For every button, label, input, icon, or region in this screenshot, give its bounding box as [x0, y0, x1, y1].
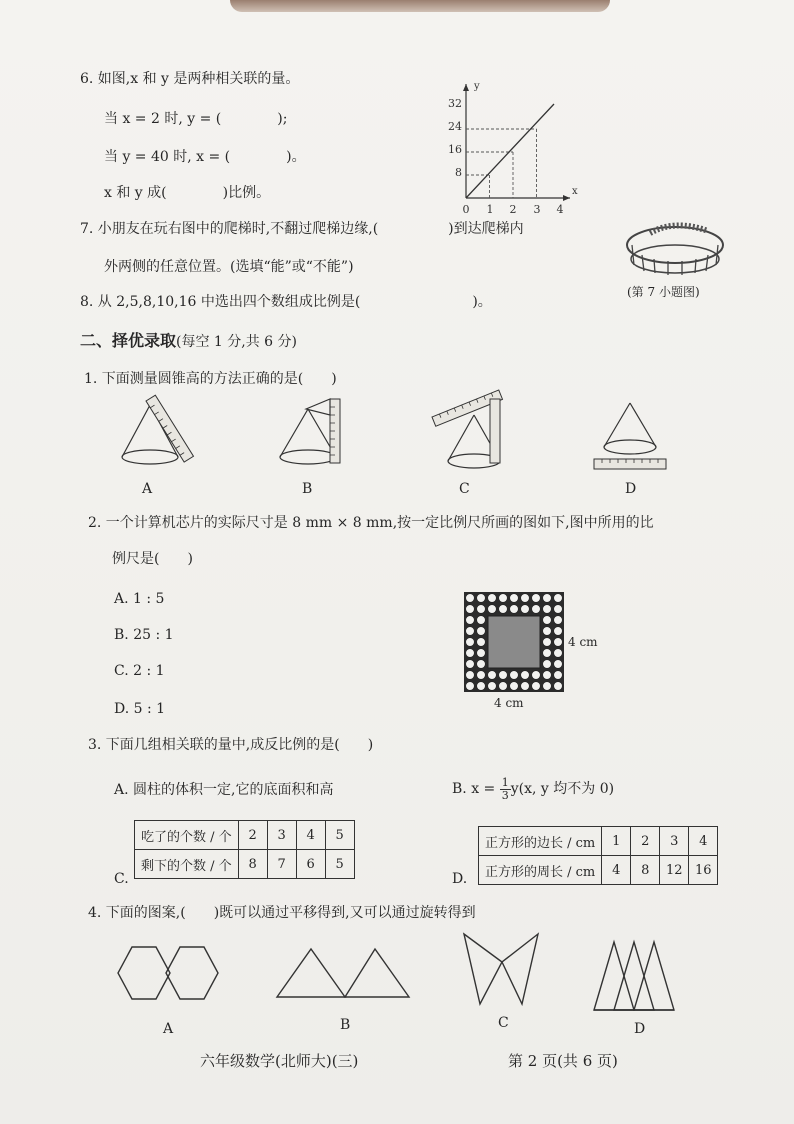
chip-pin [488, 671, 497, 680]
q6-line4: x 和 y 成( )比例。 [104, 185, 271, 201]
chip-pin [499, 594, 508, 603]
chip-pin [477, 627, 486, 636]
chip-pin [543, 605, 552, 614]
pattern-option-a [118, 945, 228, 1005]
s2q1-option-d: D [625, 481, 637, 497]
s2q2-option-a: A. 1 : 5 [114, 591, 165, 607]
q6-ytick: 8 [455, 166, 462, 179]
q6-y-label: y [474, 81, 480, 92]
chip-pin [466, 682, 475, 691]
table-cell: 7 [267, 850, 296, 879]
q6-xtick: 2 [509, 203, 517, 216]
chip-pin [554, 594, 563, 603]
q6-line3: 当 y = 40 时, x = ( )。 [104, 149, 306, 165]
s2q4-option-c: C [498, 1015, 509, 1031]
s2q4-option-d: D [634, 1021, 646, 1037]
table-cell: 5 [325, 821, 354, 850]
chip-figure [464, 592, 564, 692]
q6-x-label: x [572, 186, 578, 197]
chip-pin [532, 594, 541, 603]
s2q3-option-d-label: D. [452, 871, 468, 887]
section2-title [80, 333, 297, 349]
q7-caption: (第 7 小题图) [627, 285, 700, 299]
s2q2-option-d: D. 5 : 1 [114, 701, 166, 717]
chip-pin [477, 649, 486, 658]
table-cell: 3 [267, 821, 296, 850]
s2q3-text: 3. 下面几组相关联的量中,成反比例的是( ) [88, 737, 374, 753]
q6-xtick: 1 [486, 203, 494, 216]
table-cell: 1 [602, 827, 631, 856]
optb-numerator: 1 [501, 775, 509, 789]
optb-prefix: B. x = [452, 781, 496, 797]
q7-line2: 外两侧的任意位置。(选填“能”或“不能”) [104, 259, 354, 275]
chip-pin [543, 594, 552, 603]
table-cell: 吃了的个数 / 个 [135, 821, 239, 850]
chip-pin [466, 660, 475, 669]
climbing-ladder-figure [620, 215, 730, 285]
chip-pin [521, 605, 530, 614]
q6-graph [440, 80, 580, 220]
table-cell: 2 [631, 827, 660, 856]
chip-pin [510, 682, 519, 691]
chip-pin [532, 682, 541, 691]
chip-pin [521, 671, 530, 680]
q6-ytick: 24 [448, 120, 462, 133]
chip-pin [521, 594, 530, 603]
q6-ytick: 32 [448, 97, 462, 110]
chip-pin [466, 627, 475, 636]
section2-title-text: 二、择优录取 [80, 331, 177, 350]
chip-pin [499, 682, 508, 691]
q8-line1: 8. 从 2,5,8,10,16 中选出四个数组成比例是( )。 [80, 294, 492, 310]
s2q2-option-c: C. 2 : 1 [114, 663, 165, 679]
chip-pin [510, 605, 519, 614]
chip-pin [521, 682, 530, 691]
s2q2-line1: 2. 一个计算机芯片的实际尺寸是 8 mm × 8 mm,按一定比例尺所画的图如下,图中所用的比 [88, 515, 654, 531]
q6-xtick: 0 [462, 203, 470, 216]
q6-line2: 当 x = 2 时, y = ( ); [104, 111, 288, 127]
section2-note: (每空 1 分,共 6 分) [176, 334, 298, 350]
chip-pin [510, 671, 519, 680]
chip-pin [466, 649, 475, 658]
chip-pin [554, 682, 563, 691]
q6-ytick: 16 [448, 143, 462, 156]
chip-pin [543, 649, 552, 658]
footer-right: 第 2 页(共 6 页) [508, 1052, 618, 1070]
chip-pin [554, 660, 563, 669]
chip-pin [543, 671, 552, 680]
chip-pin [477, 605, 486, 614]
chip-pin [477, 671, 486, 680]
table-cell: 5 [325, 850, 354, 879]
chip-pin [477, 594, 486, 603]
chip-bottom-label: 4 cm [494, 696, 524, 710]
chip-pin [477, 660, 486, 669]
table-cell: 12 [660, 856, 689, 885]
table-option-c [134, 820, 355, 879]
footer-left: 六年级数学(北师大)(三) [200, 1052, 359, 1070]
cone-option-c [430, 395, 530, 475]
table-row [135, 850, 355, 879]
chip-side-label: 4 cm [568, 635, 598, 649]
cone-option-a [110, 395, 200, 475]
cone-option-b [268, 395, 358, 475]
chip-pin [543, 627, 552, 636]
scan-edge [230, 0, 610, 12]
s2q4-option-a: A [163, 1021, 174, 1037]
s2q2-option-b: B. 25 : 1 [114, 627, 174, 643]
s2q4-option-b: B [340, 1017, 351, 1033]
s2q2-line2: 例尺是( ) [112, 551, 193, 567]
chip-pin [477, 616, 486, 625]
chip-pin [499, 671, 508, 680]
table-cell: 6 [296, 850, 325, 879]
q6-line [466, 104, 554, 198]
q6-xtick: 4 [556, 203, 564, 216]
pattern-option-c [462, 932, 542, 1012]
chip-pin [466, 638, 475, 647]
chip-pin [543, 616, 552, 625]
q6-line1: 6. 如图,x 和 y 是两种相关联的量。 [80, 71, 300, 87]
chip-pin [488, 605, 497, 614]
chip-pin [499, 605, 508, 614]
chip-pin [477, 682, 486, 691]
table-cell: 8 [631, 856, 660, 885]
table-cell: 正方形的边长 / cm [479, 827, 602, 856]
chip-pin [554, 605, 563, 614]
chip-pin [543, 638, 552, 647]
table-cell: 4 [689, 827, 718, 856]
s2q3-option-a: A. 圆柱的体积一定,它的底面积和高 [114, 782, 334, 798]
chip-pin [488, 594, 497, 603]
table-option-d [478, 826, 718, 885]
chip-pin [554, 671, 563, 680]
chip-pin [477, 638, 486, 647]
s2q3-option-c-label: C. [114, 871, 129, 887]
table-row [135, 821, 355, 850]
pattern-option-d [592, 938, 692, 1018]
chip-pin [554, 649, 563, 658]
chip-pin [466, 594, 475, 603]
table-cell: 2 [238, 821, 267, 850]
chip-pin [466, 605, 475, 614]
table-row [479, 856, 718, 885]
table-cell: 正方形的周长 / cm [479, 856, 602, 885]
table-cell: 8 [238, 850, 267, 879]
pattern-option-b [275, 945, 415, 1005]
table-cell: 4 [296, 821, 325, 850]
table-cell: 3 [660, 827, 689, 856]
s2q4-text: 4. 下面的图案,( )既可以通过平移得到,又可以通过旋转得到 [88, 905, 476, 921]
table-cell: 16 [689, 856, 718, 885]
optb-suffix: y(x, y 均不为 0) [510, 781, 615, 797]
s2q1-option-a: A [142, 481, 153, 497]
chip-pin [488, 682, 497, 691]
s2q1-text: 1. 下面测量圆锥高的方法正确的是( ) [84, 371, 337, 387]
s2q1-option-c: C [459, 481, 470, 497]
optb-denominator: 3 [501, 788, 509, 802]
chip-pin [532, 671, 541, 680]
table-cell: 剩下的个数 / 个 [135, 850, 239, 879]
table-cell: 4 [602, 856, 631, 885]
chip-pin [554, 638, 563, 647]
chip-pin [532, 605, 541, 614]
s2q3-option-b [452, 776, 614, 802]
chip-pin [543, 682, 552, 691]
table-row [479, 827, 718, 856]
chip-pin [466, 671, 475, 680]
chip-pin [543, 660, 552, 669]
chip-pin [554, 627, 563, 636]
q7-line1: 7. 小朋友在玩右图中的爬梯时,不翻过爬梯边缘,( )到达爬梯内 [80, 221, 524, 237]
chip-pin [554, 616, 563, 625]
chip-pin [466, 616, 475, 625]
s2q1-option-b: B [302, 481, 313, 497]
cone-option-d [590, 395, 680, 475]
chip-pin [510, 594, 519, 603]
q6-xtick: 3 [533, 203, 541, 216]
optb-fraction [500, 777, 511, 802]
